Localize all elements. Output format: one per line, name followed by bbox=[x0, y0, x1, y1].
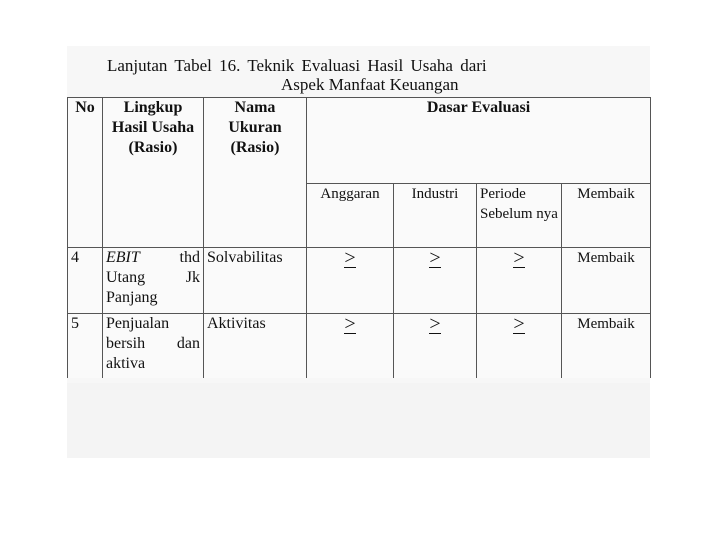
subheader-anggaran: Anggaran bbox=[307, 184, 394, 248]
greater-equal-symbol: > bbox=[344, 313, 356, 335]
greater-equal-symbol: > bbox=[429, 313, 441, 335]
table-title bbox=[107, 56, 627, 94]
subheader-periode-sebelumnya: Periode Sebelum nya bbox=[477, 184, 562, 248]
greater-equal-symbol: > bbox=[513, 313, 525, 335]
row-lingkup-text: Penjualan bersih dan aktiva bbox=[106, 315, 200, 372]
row-lingkup bbox=[103, 314, 204, 378]
subheader-industri: Industri bbox=[394, 184, 477, 248]
greater-equal-symbol: > bbox=[344, 247, 356, 269]
row-industri bbox=[394, 314, 477, 378]
header-nama-ukuran: Nama Ukuran (Rasio) bbox=[204, 98, 307, 184]
row-anggaran bbox=[307, 248, 394, 314]
row-number: 4 bbox=[68, 248, 103, 314]
row-nama-ukuran: Solvabilitas bbox=[204, 248, 307, 314]
row-periode bbox=[477, 248, 562, 314]
row-nama-ukuran: Aktivitas bbox=[204, 314, 307, 378]
table-row bbox=[68, 314, 651, 378]
header-lingkup: Lingkup Hasil Usaha (Rasio) bbox=[103, 98, 204, 184]
header-no: No bbox=[68, 98, 103, 184]
subheader-empty-lingkup bbox=[103, 184, 204, 248]
row-anggaran bbox=[307, 314, 394, 378]
row-lingkup bbox=[103, 248, 204, 314]
row-lingkup-italic: EBIT bbox=[106, 249, 140, 266]
row-periode bbox=[477, 314, 562, 378]
document-page bbox=[67, 46, 650, 458]
subheader-membaik: Membaik bbox=[562, 184, 651, 248]
row-industri bbox=[394, 248, 477, 314]
greater-equal-symbol: > bbox=[513, 247, 525, 269]
table-row bbox=[68, 248, 651, 314]
blank-area bbox=[67, 383, 650, 458]
row-lingkup-text: thd Utang Jk Panjang bbox=[106, 249, 200, 306]
subheader-row bbox=[68, 184, 651, 248]
evaluation-table bbox=[67, 97, 651, 378]
header-row bbox=[68, 98, 651, 184]
title-line-1: Lanjutan Tabel 16. Teknik Evaluasi Hasil Usaha dari bbox=[107, 56, 487, 75]
greater-equal-symbol: > bbox=[429, 247, 441, 269]
row-number: 5 bbox=[68, 314, 103, 378]
subheader-empty-no bbox=[68, 184, 103, 248]
row-membaik: Membaik bbox=[562, 314, 651, 378]
header-dasar-evaluasi: Dasar Evaluasi bbox=[307, 98, 651, 184]
title-line-2: Aspek Manfaat Keuangan bbox=[281, 75, 459, 94]
subheader-empty-nama bbox=[204, 184, 307, 248]
row-membaik: Membaik bbox=[562, 248, 651, 314]
